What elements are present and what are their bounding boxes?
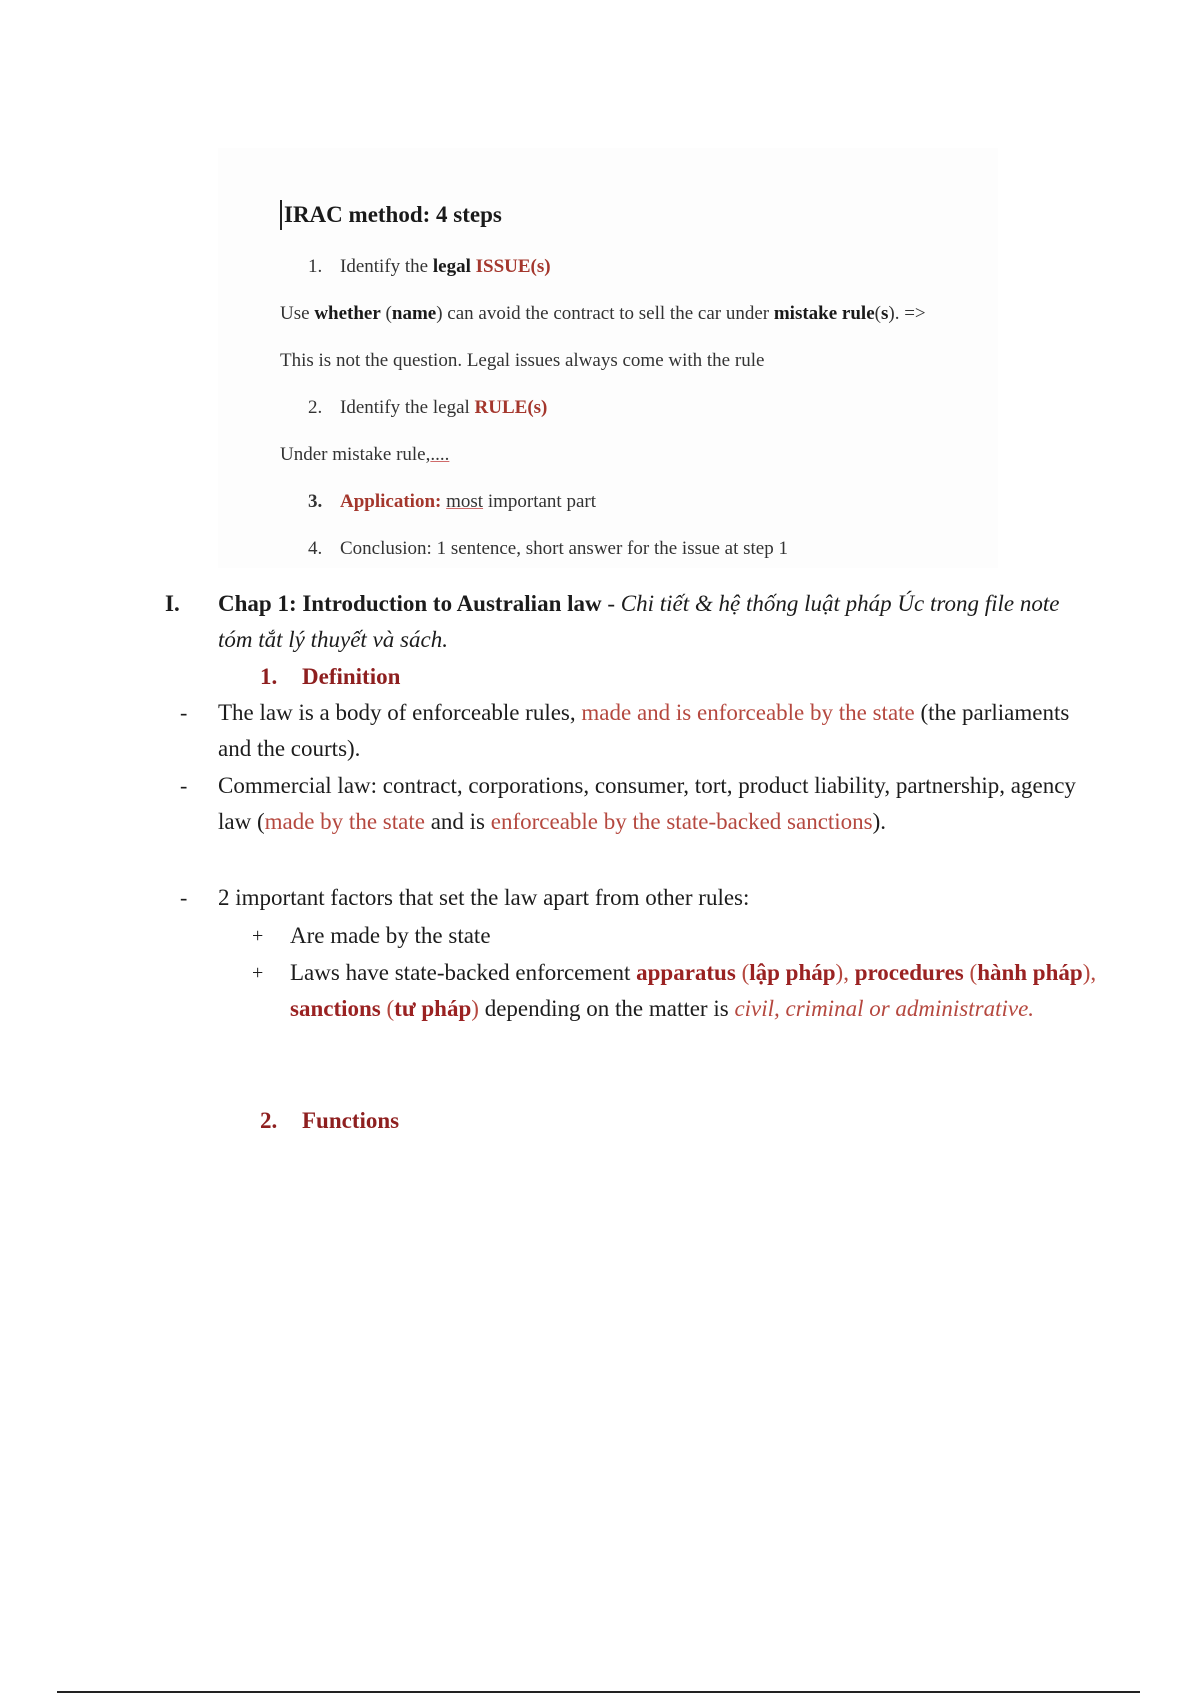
definition-bullet-2: Commercial law: contract, corporations, consumer, tort, product liability, partnership, agency law (made by the state and is enforceable by the state-backed sanctions).: [218, 773, 1076, 834]
bullet-dash: -: [180, 700, 188, 725]
chapter-heading: Chap 1: Introduction to Australian law - Chi tiết & hệ thống luật pháp Úc trong file note tóm tắt lý thuyết và sách.: [218, 591, 1060, 652]
step-number: 2.: [308, 397, 323, 418]
chapter-number: I.: [165, 591, 180, 616]
irac-use-line: Use whether (name) can avoid the contract to sell the car under mistake rule(s). =>: [280, 303, 926, 324]
irac-step-4: 4. Conclusion: 1 sentence, short answer for the issue at step 1: [308, 536, 788, 562]
definition-bullet-1: The law is a body of enforceable rules, made and is enforceable by the state (the parliaments and the courts).: [218, 700, 1070, 761]
issue-keyword: ISSUE(s): [475, 256, 551, 277]
plus-marker: +: [252, 925, 264, 947]
chapter-note: Chi tiết & hệ thống luật pháp Úc trong file note tóm tắt lý thuyết và sách.: [218, 591, 1060, 652]
definition-bullet-3: 2 important factors that set the law apart from other rules:: [218, 885, 750, 910]
bullet-dash: -: [180, 885, 188, 910]
step-number: 1.: [308, 256, 323, 277]
application-keyword: Application:: [340, 491, 442, 512]
page-bottom-rule: [57, 1691, 1140, 1693]
chapter-title: Chap 1: Introduction to Australian law: [218, 591, 602, 616]
factor-2: Laws have state-backed enforcement apparatus (lập pháp), procedures (hành pháp), sanctions (tư pháp) depending on the matter is civil, criminal or administrative.: [290, 960, 1097, 1021]
functions-heading: 2. Functions: [260, 1108, 400, 1133]
step-number: 3.: [308, 491, 323, 512]
irac-under-line: Under mistake rule,....: [280, 444, 450, 465]
step-number: 4.: [308, 538, 323, 559]
factor-1: Are made by the state: [290, 923, 491, 948]
definition-heading: 1. Definition: [260, 664, 401, 689]
plus-marker: +: [252, 962, 264, 984]
bullet-dash: -: [180, 773, 188, 798]
irac-step-2: 2. Identify the legal RULE(s): [308, 395, 547, 421]
irac-title: IRAC method: 4 steps: [280, 200, 502, 230]
irac-step-1: 1. Identify the legal ISSUE(s): [308, 254, 551, 280]
irac-not-question: This is not the question. Legal issues always come with the rule: [280, 350, 765, 371]
irac-step-3: 3. Application: most important part: [308, 489, 596, 515]
rule-keyword: RULE(s): [474, 397, 548, 418]
